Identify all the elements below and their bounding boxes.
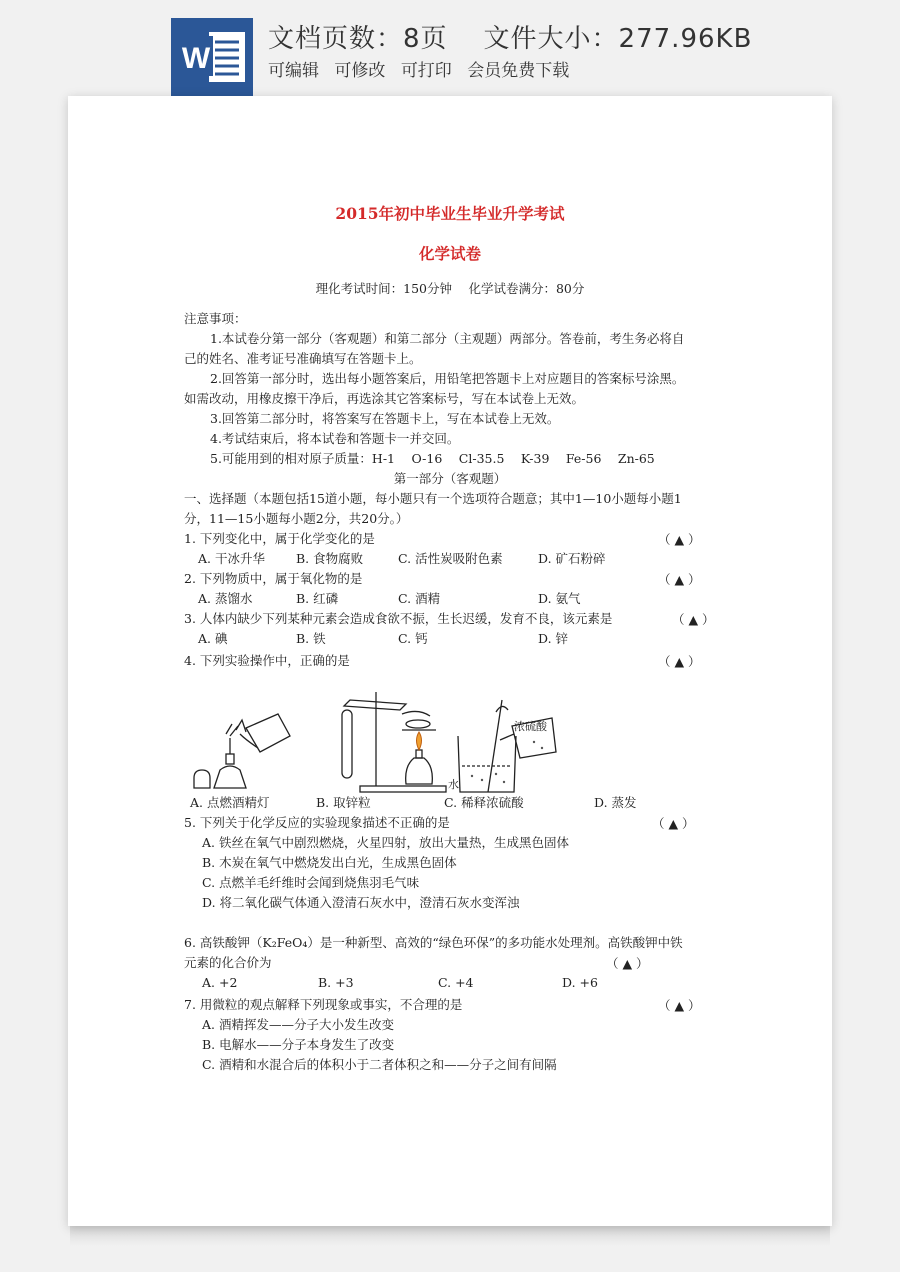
exam-info: 理化考试时间：150分钟 化学试卷满分：80分 bbox=[315, 281, 585, 296]
question-6-option: D. +6 bbox=[562, 975, 598, 990]
question-1-option: D. 矿石粉碎 bbox=[538, 551, 606, 566]
question-3-stem: 3. 人体内缺少下列某种元素会造成食欲不振，生长迟缓，发育不良，该元素是 bbox=[184, 611, 613, 626]
question-3-option: A. 碘 bbox=[198, 631, 228, 646]
question-2-stem: 2. 下列物质中，属于氧化物的是 bbox=[184, 571, 363, 586]
question-5-stem: 5. 下列关于化学反应的实验现象描述不正确的是 bbox=[184, 815, 450, 830]
download-banner bbox=[0, 0, 900, 96]
note-line: 3.回答第二部分时，将答案写在答题卡上，写在本试卷上无效。 bbox=[210, 411, 560, 426]
question-4-option: B. 取锌粒 bbox=[316, 795, 371, 810]
question-3-option: B. 铁 bbox=[296, 631, 326, 646]
question-3-option: D. 锌 bbox=[538, 631, 569, 646]
question-1-stem: 1. 下列变化中，属于化学变化的是 bbox=[184, 531, 375, 546]
question-7-option: C. 酒精和水混合后的体积小于二者体积之和——分子之间有间隔 bbox=[202, 1057, 557, 1072]
answer-mark: （ ▲ ） bbox=[606, 956, 649, 971]
exam-page bbox=[68, 96, 832, 1226]
logo-letter: W bbox=[181, 42, 211, 75]
file-info bbox=[268, 18, 752, 55]
note-line: 己的姓名、准考证号准确填写在答题卡上。 bbox=[184, 351, 422, 366]
note-line: 5.可能用到的相对原子质量：H-1 O-16 Cl-35.5 K-39 Fe-56 Zn-65 bbox=[210, 451, 655, 466]
page-count: 文档页数：8页 bbox=[268, 24, 448, 54]
label-water: 水 bbox=[448, 778, 459, 791]
lighting-alcohol-lamp-figure bbox=[186, 708, 296, 792]
part-one-heading: 第一部分（客观题） bbox=[393, 471, 507, 486]
answer-mark: （ ▲ ） bbox=[672, 612, 715, 627]
question-2-option: A. 蒸馏水 bbox=[198, 591, 253, 606]
question-3-option: C. 钙 bbox=[398, 631, 428, 646]
section-instructions: 分，11—15小题每小题2分，共20分。） bbox=[184, 511, 409, 526]
question-4-option: A. 点燃酒精灯 bbox=[190, 795, 270, 810]
diluting-sulfuric-acid-figure bbox=[448, 696, 568, 796]
question-5-option: B. 木炭在氧气中燃烧发出白光，生成黑色固体 bbox=[202, 855, 457, 870]
taking-zinc-figure bbox=[330, 686, 450, 796]
question-2-option: D. 氨气 bbox=[538, 591, 581, 606]
question-6-stem: 元素的化合价为 bbox=[184, 955, 272, 970]
question-7-stem: 7. 用微粒的观点解释下列现象或事实，不合理的是 bbox=[184, 997, 463, 1012]
note-line: 1.本试卷分第一部分（客观题）和第二部分（主观题）两部分。答卷前，考生务必将自 bbox=[210, 331, 685, 346]
question-4-option: D. 蒸发 bbox=[594, 795, 637, 810]
question-7-option: B. 电解水——分子本身发生了改变 bbox=[202, 1037, 395, 1052]
feature-modifiable: 可修改 bbox=[334, 61, 386, 81]
feature-printable: 可打印 bbox=[400, 61, 452, 81]
label-concentrated-acid: 浓硫酸 bbox=[514, 720, 547, 733]
answer-mark: （ ▲ ） bbox=[652, 816, 695, 831]
answer-mark: （ ▲ ） bbox=[658, 532, 701, 547]
feature-member-download: 会员免费下载 bbox=[467, 61, 570, 81]
answer-mark: （ ▲ ） bbox=[658, 572, 701, 587]
notes-heading: 注意事项： bbox=[184, 311, 247, 326]
word-document-icon bbox=[171, 18, 253, 96]
question-5-option: A. 铁丝在氧气中剧烈燃烧，火星四射，放出大量热，生成黑色固体 bbox=[202, 835, 569, 850]
question-1-option: A. 干冰升华 bbox=[198, 551, 265, 566]
question-5-option: D. 将二氧化碳气体通入澄清石灰水中，澄清石灰水变浑浊 bbox=[202, 895, 520, 910]
file-features bbox=[268, 56, 579, 81]
question-5-option: C. 点燃羊毛纤维时会闻到烧焦羽毛气味 bbox=[202, 875, 420, 890]
question-4-stem: 4. 下列实验操作中，正确的是 bbox=[184, 653, 350, 668]
file-size: 文件大小：277.96KB bbox=[483, 24, 753, 54]
question-6-option: B. +3 bbox=[318, 975, 354, 990]
exam-title: 2015年初中毕业生毕业升学考试 bbox=[335, 204, 565, 223]
exam-subtitle: 化学试卷 bbox=[418, 244, 481, 263]
section-instructions: 一、选择题（本题包括15道小题，每小题只有一个选项符合题意；其中1—10小题每小题1 bbox=[184, 491, 682, 506]
question-1-option: C. 活性炭吸附色素 bbox=[398, 551, 503, 566]
question-6-stem: 6. 高铁酸钾（K₂FeO₄）是一种新型、高效的“绿色环保”的多功能水处理剂。高铁酸钾中铁 bbox=[184, 935, 683, 950]
note-line: 4.考试结束后，将本试卷和答题卡一并交回。 bbox=[210, 431, 460, 446]
question-6-option: A. +2 bbox=[202, 975, 238, 990]
question-2-option: C. 酒精 bbox=[398, 591, 441, 606]
question-6-option: C. +4 bbox=[438, 975, 474, 990]
question-2-option: B. 红磷 bbox=[296, 591, 339, 606]
note-line: 2.回答第一部分时，选出每小题答案后，用铅笔把答题卡上对应题目的答案标号涂黑。 bbox=[210, 371, 685, 386]
answer-mark: （ ▲ ） bbox=[658, 998, 701, 1013]
answer-mark: （ ▲ ） bbox=[658, 654, 701, 669]
paper-shadow bbox=[70, 1226, 830, 1246]
question-4-option: C. 稀释浓硫酸 bbox=[444, 795, 524, 810]
question-7-option: A. 酒精挥发——分子大小发生改变 bbox=[202, 1017, 394, 1032]
question-1-option: B. 食物腐败 bbox=[296, 551, 364, 566]
note-line: 如需改动，用橡皮擦干净后，再选涂其它答案标号，写在本试卷上无效。 bbox=[184, 391, 585, 406]
feature-editable: 可编辑 bbox=[268, 61, 319, 81]
